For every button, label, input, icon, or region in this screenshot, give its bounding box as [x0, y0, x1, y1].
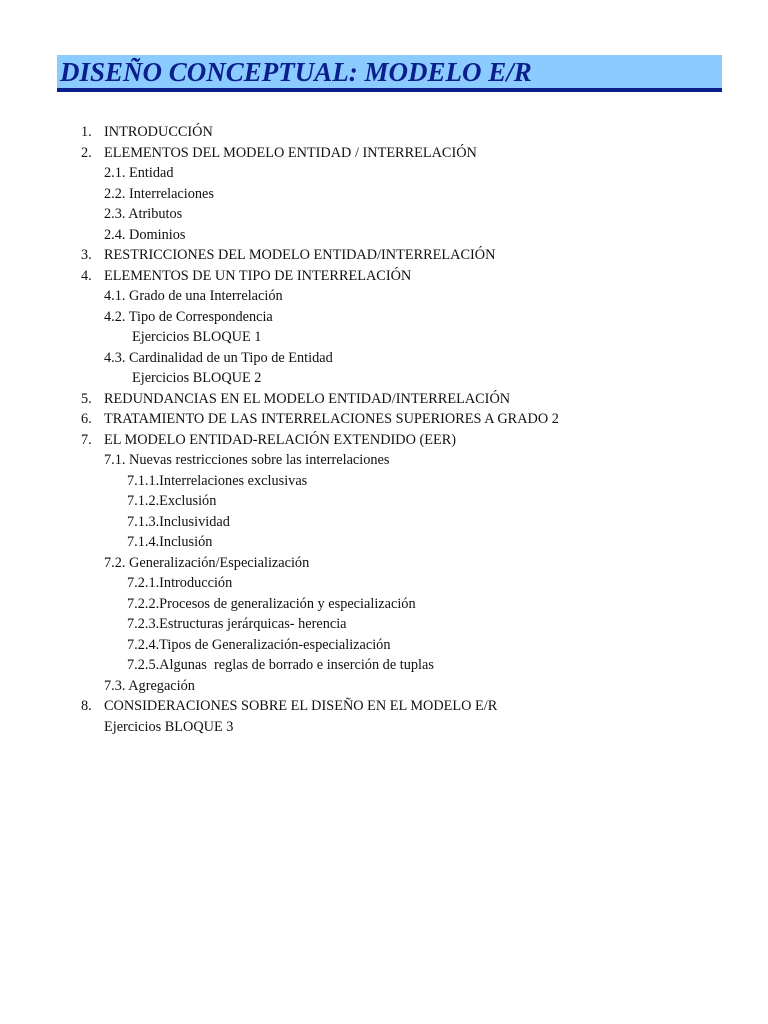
- toc-item-label: CONSIDERACIONES SOBRE EL DISEÑO EN EL MODELO E/R: [104, 698, 498, 714]
- document-title: DISEÑO CONCEPTUAL: MODELO E/R: [60, 57, 532, 87]
- toc-item-label: 7.1.2.Exclusión: [127, 493, 217, 509]
- toc-item-label: 2.4. Dominios: [104, 226, 186, 243]
- toc-item-number: 4.: [81, 267, 92, 284]
- toc-item-label: 7.1.3.Inclusividad: [127, 513, 230, 530]
- toc-item-label: 7.1.1.Interrelaciones exclusivas: [127, 472, 308, 489]
- toc-item-label: RESTRICCIONES DEL MODELO ENTIDAD/INTERRELACIÓN: [104, 247, 496, 263]
- toc-item-label: 7.2.4.Tipos de Generalización-especialización: [127, 636, 391, 653]
- toc-item-label: 7.2.2.Procesos de generalización y especialización: [127, 595, 416, 612]
- toc-item-label: REDUNDANCIAS EN EL MODELO ENTIDAD/INTERRELACIÓN: [104, 390, 511, 407]
- toc-item-label: 7.2.1.Introducción: [127, 575, 233, 591]
- toc-item-label: Ejercicios BLOQUE 1: [132, 329, 262, 345]
- toc-item-label: EL MODELO ENTIDAD-RELACIÓN EXTENDIDO (EER): [104, 431, 457, 448]
- toc-item-label: TRATAMIENTO DE LAS INTERRELACIONES SUPERIORES A GRADO 2: [104, 411, 559, 427]
- toc-item-label: 4.2. Tipo de Correspondencia: [104, 308, 273, 325]
- toc-item-label: ELEMENTOS DE UN TIPO DE INTERRELACIÓN: [104, 267, 412, 284]
- toc-item-label: 2.3. Atributos: [104, 206, 183, 222]
- title-banner: [57, 55, 722, 92]
- toc-item-label: 7.3. Agregación: [104, 677, 195, 694]
- toc-item-label: 7.1. Nuevas restricciones sobre las interrelaciones: [104, 452, 390, 468]
- toc-item-number: 8.: [81, 698, 92, 714]
- toc-item-number: 7.: [81, 431, 92, 448]
- toc-item-label: 7.1.4.Inclusión: [127, 534, 213, 550]
- toc-item-label: ELEMENTOS DEL MODELO ENTIDAD / INTERRELACIÓN: [104, 144, 477, 161]
- toc-item-label: 7.2. Generalización/Especialización: [104, 554, 310, 571]
- toc-item-label: 4.1. Grado de una Interrelación: [104, 288, 283, 304]
- toc-item-label: 2.2. Interrelaciones: [104, 185, 214, 202]
- toc-item-label: 4.3. Cardinalidad de un Tipo de Entidad: [104, 349, 333, 366]
- toc-item-number: 2.: [81, 144, 92, 161]
- toc-item-number: 1.: [81, 124, 92, 140]
- toc-item-label: 7.2.5.Algunas reglas de borrado e inserción de tuplas: [127, 657, 434, 673]
- toc-item-label: INTRODUCCIÓN: [104, 124, 213, 140]
- toc-item-number: 3.: [81, 247, 92, 263]
- toc-item-label: 2.1. Entidad: [104, 165, 174, 181]
- toc-item-number: 6.: [81, 411, 92, 427]
- toc-item-label: Ejercicios BLOQUE 3: [104, 718, 234, 735]
- toc-item-label: Ejercicios BLOQUE 2: [132, 370, 262, 386]
- toc-item-number: 5.: [81, 390, 92, 407]
- toc-item-label: 7.2.3.Estructuras jerárquicas- herencia: [127, 616, 347, 632]
